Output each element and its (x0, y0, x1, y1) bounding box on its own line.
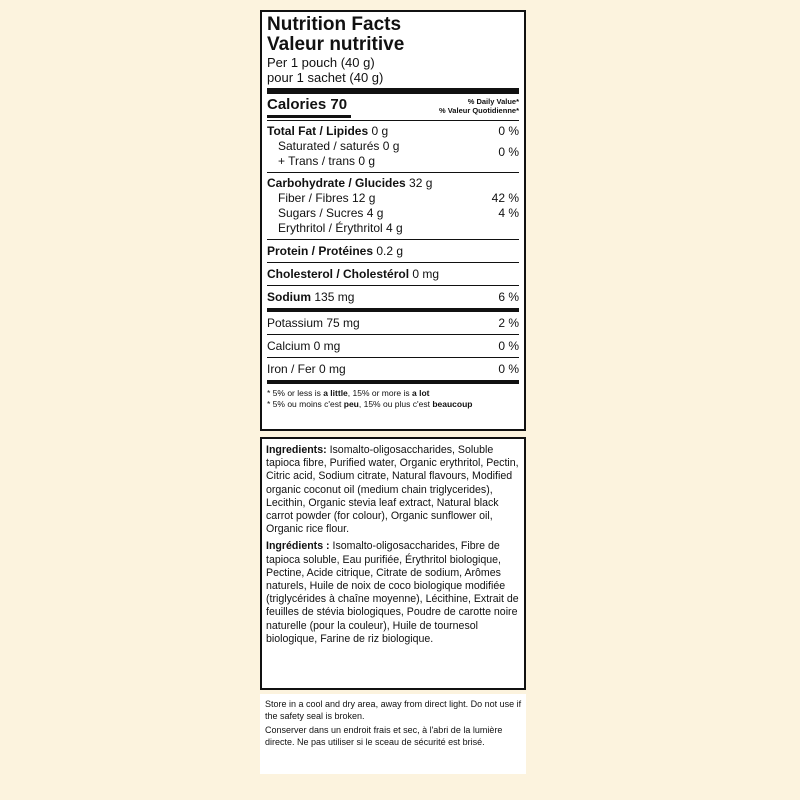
ingredients-en-text: Isomalto-oligosaccharides, Soluble tapioca fibre, Purified water, Organic erythritol, Pectin, Citric acid, Sodium citrate, Natural flavours, Modified organic coconut oil (medium chain triglycerides), Lecithin, Organic stevia leaf extract, Natural black carrot powder (for colour), Organic sunflower oil, Organic rice flour. (266, 444, 519, 536)
erythritol-label: Erythritol / Érythritol 4 g (278, 221, 403, 235)
daily-value-footnote (267, 388, 519, 410)
calories-label: Calories 70 (267, 96, 348, 113)
storage-en: Store in a cool and dry area, away from direct light. Do not use if the safety seal is broken. (265, 699, 522, 721)
erythritol-row (267, 221, 519, 236)
serving-size-en: Per 1 pouch (40 g) (267, 55, 375, 70)
potassium-label: Potassium 75 mg (267, 316, 360, 330)
ingredients-panel (260, 437, 526, 690)
daily-value-header (439, 97, 519, 115)
serving-size-fr: pour 1 sachet (40 g) (267, 70, 384, 85)
sodium-amount: 135 mg (314, 290, 355, 304)
total-fat-amount: 0 g (371, 124, 389, 138)
daily-value-header-en: % Daily Value* (467, 97, 519, 106)
iron-row (267, 358, 519, 380)
thick-divider (267, 380, 519, 384)
footnote-fr: * 5% ou moins c'est peu, 15% ou plus c'est beaucoup (267, 399, 473, 409)
iron-label: Iron / Fer 0 mg (267, 362, 346, 376)
sodium-row (267, 286, 519, 308)
ingredients-fr-text: Isomalto-oligosaccharides, Fibre de tapioca soluble, Eau purifiée, Érythritol biologique, Pectine, Acide citrique, Citrate de sodium, Arômes naturels, Huile de noix de coco biologique modifiée (triglycérides à chaîne moyenne), Lécithine, Extrait de feuilles de stévia biologiques, Poudre de carotte noire naturelle (pour la couleur), Huile de tournesol biologique, Farine de riz biologique. (266, 540, 519, 645)
footnote-en: * 5% or less is a little, 15% or more is a lot (267, 388, 430, 398)
potassium-dv: 2 % (498, 316, 519, 330)
nutrition-facts-table (260, 10, 526, 431)
sodium-label: Sodium (267, 290, 311, 304)
fat-group (267, 121, 519, 172)
ingredients-fr (266, 540, 520, 646)
storage-fr: Conserver dans un endroit frais et sec, à l'abri de la lumière directe. Ne pas utiliser si le sceau de sécurité est brisé. (265, 725, 503, 747)
trans-row (267, 154, 519, 169)
daily-value-header-fr: % Valeur Quotidienne* (438, 106, 519, 115)
sugars-dv: 4 % (498, 206, 519, 220)
sugars-label: Sugars / Sucres 4 g (278, 206, 384, 220)
total-fat-row (267, 124, 519, 139)
fiber-dv: 42 % (491, 191, 519, 205)
ingredients-en (266, 444, 520, 536)
saturated-trans-dv: 0 % (498, 145, 519, 159)
calcium-row (267, 335, 519, 357)
ingredients-fr-label: Ingrédients : (266, 540, 330, 553)
calories-row (267, 94, 519, 120)
fiber-label: Fiber / Fibres 12 g (278, 191, 376, 205)
cholesterol-amount: 0 mg (412, 267, 440, 281)
fiber-row (267, 191, 519, 206)
total-fat-dv: 0 % (498, 124, 519, 138)
calories-underline (267, 115, 351, 118)
cholesterol-label: Cholesterol / Cholestérol (267, 267, 410, 281)
carbohydrate-amount: 32 g (409, 176, 433, 190)
carbohydrate-label: Carbohydrate / Glucides (267, 176, 406, 190)
potassium-row (267, 312, 519, 334)
protein-amount: 0.2 g (376, 244, 404, 258)
carbohydrate-row (267, 176, 519, 191)
trans-label: + Trans / trans 0 g (278, 154, 376, 168)
nutrition-title-en: Nutrition Facts (267, 14, 402, 35)
calcium-dv: 0 % (498, 339, 519, 353)
saturated-label: Saturated / saturés 0 g (278, 139, 400, 153)
protein-label: Protein / Protéines (267, 244, 374, 258)
sodium-dv: 6 % (498, 290, 519, 304)
total-fat-label: Total Fat / Lipides (267, 124, 369, 138)
ingredients-en-label: Ingredients: (266, 444, 327, 456)
iron-dv: 0 % (498, 362, 519, 376)
storage-panel (260, 694, 526, 774)
sugars-row (267, 206, 519, 221)
carbohydrate-group (267, 173, 519, 239)
saturated-row (267, 139, 519, 159)
protein-row (267, 240, 519, 262)
calcium-label: Calcium 0 mg (267, 339, 341, 353)
cholesterol-row (267, 263, 519, 285)
nutrition-title-fr: Valeur nutritive (267, 34, 405, 55)
